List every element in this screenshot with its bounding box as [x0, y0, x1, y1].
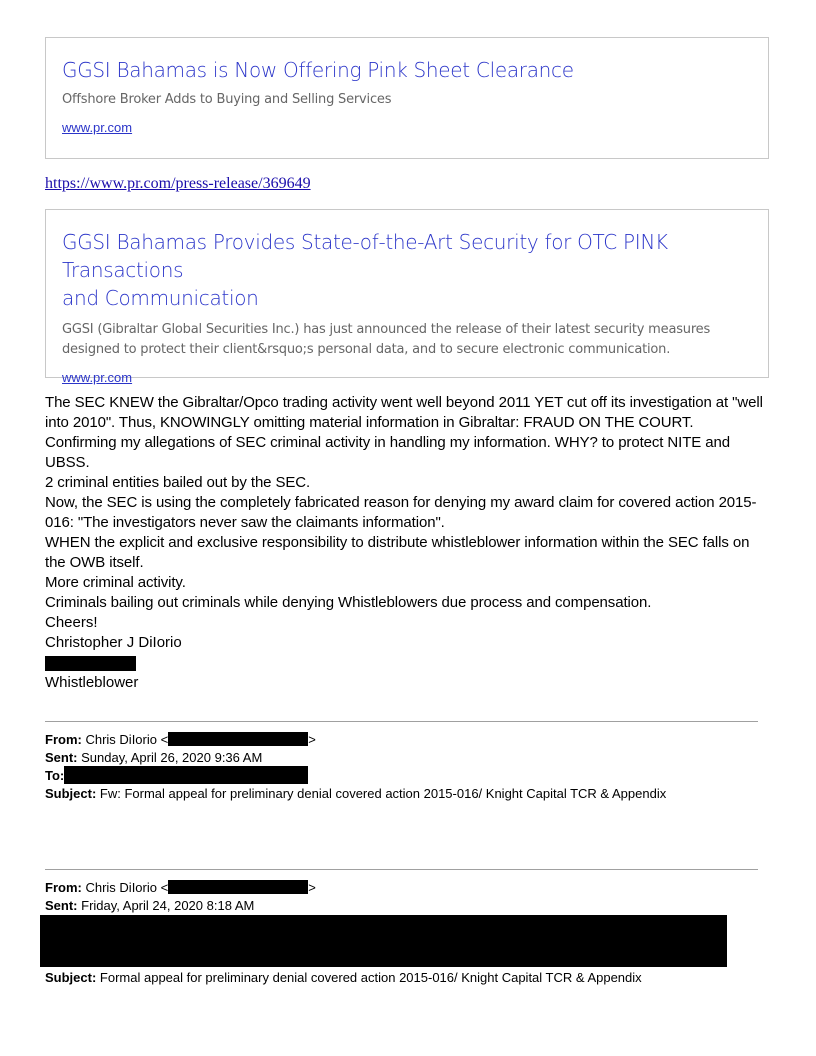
body-line: WHEN the explicit and exclusive responsibility to distribute whistleblower information within the SEC falls on — [45, 534, 750, 551]
email-2-from — [45, 879, 316, 897]
subject-value: Formal appeal for preliminary denial covered action 2015-016/ Knight Capital TCR & Appendix — [99, 970, 642, 985]
body-line: The SEC KNEW the Gibraltar/Opco trading activity went well beyond 2011 YET cut off its investigation at "well — [45, 394, 763, 411]
body-line: Confirming my allegations of SEC criminal activity in handling my information. WHY? to protect NITE and UBSS. — [45, 434, 730, 471]
divider — [45, 721, 758, 722]
email-body — [45, 393, 775, 613]
sent-value: Sunday, April 26, 2020 9:36 AM — [81, 750, 263, 765]
email-1-subject — [45, 785, 666, 803]
sent-label: Sent: — [45, 898, 78, 913]
body-line: 2 criminal entities bailed out by the SEC. — [45, 474, 311, 491]
redaction-block — [45, 656, 136, 671]
subject-value: Fw: Formal appeal for preliminary denial covered action 2015-016/ Knight Capital TCR & Appendix — [99, 786, 667, 801]
card-description-line-1: GGSI (Gibraltar Global Securities Inc.) has just announced the release of their latest security measures — [62, 322, 711, 337]
card-title[interactable]: GGSI Bahamas is Now Offering Pink Sheet Clearance — [62, 58, 574, 82]
redaction-block — [40, 915, 727, 967]
body-line: into 2010". Thus, KNOWINGLY omitting material information in Gibraltar: FRAUD ON THE COURT. — [45, 414, 694, 431]
signature-role: Whistleblower — [45, 674, 139, 691]
card-description: Offshore Broker Adds to Buying and Selling Services — [62, 92, 392, 107]
signature-closing: Cheers! — [45, 614, 98, 631]
from-name: Chris DiIorio < — [85, 880, 169, 895]
email-2-sent — [45, 897, 254, 915]
email-1-sent — [45, 749, 262, 767]
from-name: Chris DiIorio < — [85, 732, 169, 747]
press-release-url[interactable]: https://www.pr.com/press-release/369649 — [45, 175, 311, 192]
email-1-from — [45, 731, 316, 749]
subject-label: Subject: — [45, 786, 97, 801]
divider — [45, 869, 758, 870]
email-2-subject — [45, 969, 642, 987]
redaction-block — [168, 732, 308, 746]
redaction-block — [168, 880, 308, 894]
card-link[interactable]: www.pr.com — [62, 120, 133, 135]
redaction-block — [64, 766, 308, 784]
card-link[interactable]: www.pr.com — [62, 370, 133, 385]
card-title-line-1[interactable]: GGSI Bahamas Provides State-of-the-Art Security for OTC PINK Transactions — [62, 230, 668, 282]
from-end: > — [308, 880, 316, 895]
card-title-line-2[interactable]: and Communication — [62, 286, 259, 310]
from-label: From: — [45, 732, 82, 747]
to-label: To: — [45, 768, 65, 783]
body-line: Criminals bailing out criminals while denying Whistleblowers due process and compensation. — [45, 594, 652, 611]
body-line: the OWB itself. — [45, 554, 144, 571]
sent-label: Sent: — [45, 750, 78, 765]
body-line: 016: "The investigators never saw the claimants information". — [45, 514, 445, 531]
body-line: Now, the SEC is using the completely fabricated reason for denying my award claim for covered action 2015- — [45, 494, 757, 511]
link-preview-card-2[interactable] — [45, 209, 769, 385]
from-end: > — [308, 732, 316, 747]
signature-name: Christopher J DiIorio — [45, 634, 182, 651]
email-1-to — [45, 767, 64, 785]
subject-label: Subject: — [45, 970, 97, 985]
link-preview-card-1[interactable] — [45, 37, 769, 159]
from-label: From: — [45, 880, 82, 895]
card-description-line-2: designed to protect their client&rsquo;s personal data, and to secure electronic communication. — [62, 342, 671, 357]
sent-value: Friday, April 24, 2020 8:18 AM — [81, 898, 255, 913]
body-line: More criminal activity. — [45, 574, 186, 591]
